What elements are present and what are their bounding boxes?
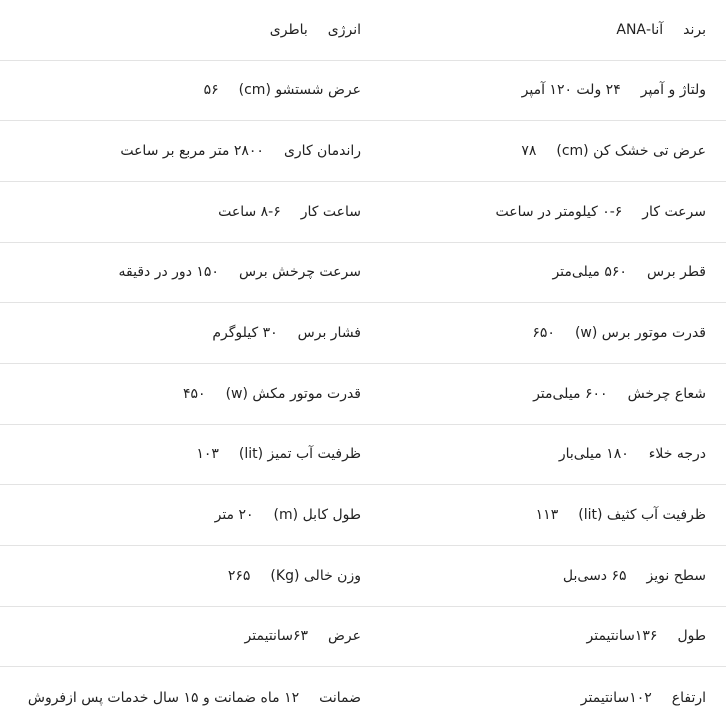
spec-cell	[0, 546, 363, 607]
spec-label: عرض	[327, 628, 361, 645]
spec-value: ۴۵۰	[183, 385, 206, 402]
spec-label: ارتفاع	[671, 689, 706, 706]
spec-value: ۲۰ متر	[214, 507, 254, 524]
spec-label: طول	[677, 628, 706, 645]
spec-cell	[0, 182, 363, 243]
spec-label: سطح نویز	[646, 567, 706, 584]
spec-cell	[363, 607, 726, 668]
spec-cell	[0, 667, 363, 728]
spec-value: ۰-۶ کیلومتر در ساعت	[495, 203, 623, 220]
spec-value: ۱۱۳	[535, 507, 559, 524]
spec-value: ۶۳سانتیمتر	[244, 628, 308, 645]
spec-cell	[363, 182, 726, 243]
spec-label: وزن خالی (Kg)	[270, 567, 361, 584]
spec-label: انرژی	[327, 21, 361, 38]
spec-label: عرض شستشو (cm)	[238, 82, 361, 99]
spec-label: درجه خلاء	[648, 446, 706, 463]
spec-cell	[363, 364, 726, 425]
spec-cell	[363, 546, 726, 607]
spec-cell	[0, 121, 363, 182]
spec-label: سرعت چرخش برس	[238, 264, 361, 281]
spec-label: راندمان کاری	[283, 143, 361, 160]
spec-value: ۱۰۲سانتیمتر	[580, 689, 652, 706]
spec-label: ضمانت	[319, 689, 361, 706]
spec-value: ۱۲ ماه ضمانت و ۱۵ سال خدمات پس ازفروش	[27, 689, 300, 706]
spec-value: ۸-۶ ساعت	[218, 203, 281, 220]
spec-cell	[363, 485, 726, 546]
spec-label: ساعت کار	[300, 203, 361, 220]
spec-cell	[0, 425, 363, 486]
spec-cell	[363, 0, 726, 61]
spec-cell	[363, 61, 726, 122]
spec-label: ظرفیت آب تمیز (lit)	[238, 446, 361, 463]
spec-cell	[0, 303, 363, 364]
spec-value: ۱۳۶سانتیمتر	[586, 628, 658, 645]
spec-value: ۳۰ کیلوگرم	[212, 325, 278, 342]
spec-cell	[0, 61, 363, 122]
spec-label: طول کابل (m)	[273, 507, 361, 524]
spec-value: ۲۸۰۰ متر مربع بر ساعت	[120, 143, 264, 160]
spec-label: ولتاژ و آمپر	[640, 82, 706, 99]
spec-value: ۲۶۵	[227, 567, 251, 584]
spec-label: شعاع چرخش	[627, 385, 706, 402]
spec-cell	[0, 0, 363, 61]
spec-value: ۷۸	[521, 143, 537, 160]
spec-cell	[363, 303, 726, 364]
spec-label: سرعت کار	[642, 203, 706, 220]
spec-label: قطر برس	[646, 264, 706, 281]
spec-value: آنا-ANA	[616, 21, 664, 38]
spec-value: ۱۵۰ دور در دقیقه	[118, 264, 219, 281]
spec-value: ۶۰۰ میلی‌متر	[533, 385, 608, 402]
spec-value: ۱۰۳	[196, 446, 219, 463]
spec-cell	[363, 121, 726, 182]
spec-cell	[363, 425, 726, 486]
spec-label: برند	[683, 21, 706, 38]
spec-label: فشار برس	[297, 325, 361, 342]
spec-cell	[363, 667, 726, 728]
spec-cell	[0, 607, 363, 668]
spec-label: قدرت موتور مکش (w)	[225, 385, 361, 402]
spec-cell	[0, 243, 363, 304]
spec-value: ۵۶۰ میلی‌متر	[552, 264, 627, 281]
spec-value: ۱۸۰ میلی‌بار	[558, 446, 629, 463]
spec-value: باطری	[269, 21, 308, 38]
spec-value: ۶۵۰	[532, 325, 555, 342]
spec-value: ۶۵ دسی‌بل	[562, 567, 627, 584]
spec-cell	[363, 243, 726, 304]
spec-value: ۵۶	[203, 82, 219, 99]
spec-label: قدرت موتور برس (w)	[574, 325, 706, 342]
spec-label: ظرفیت آب کثیف (lit)	[578, 507, 706, 524]
spec-cell	[0, 364, 363, 425]
spec-cell	[0, 485, 363, 546]
spec-label: عرض تی خشک کن (cm)	[556, 143, 706, 160]
spec-value: ۲۴ ولت ۱۲۰ آمپر	[521, 82, 621, 99]
